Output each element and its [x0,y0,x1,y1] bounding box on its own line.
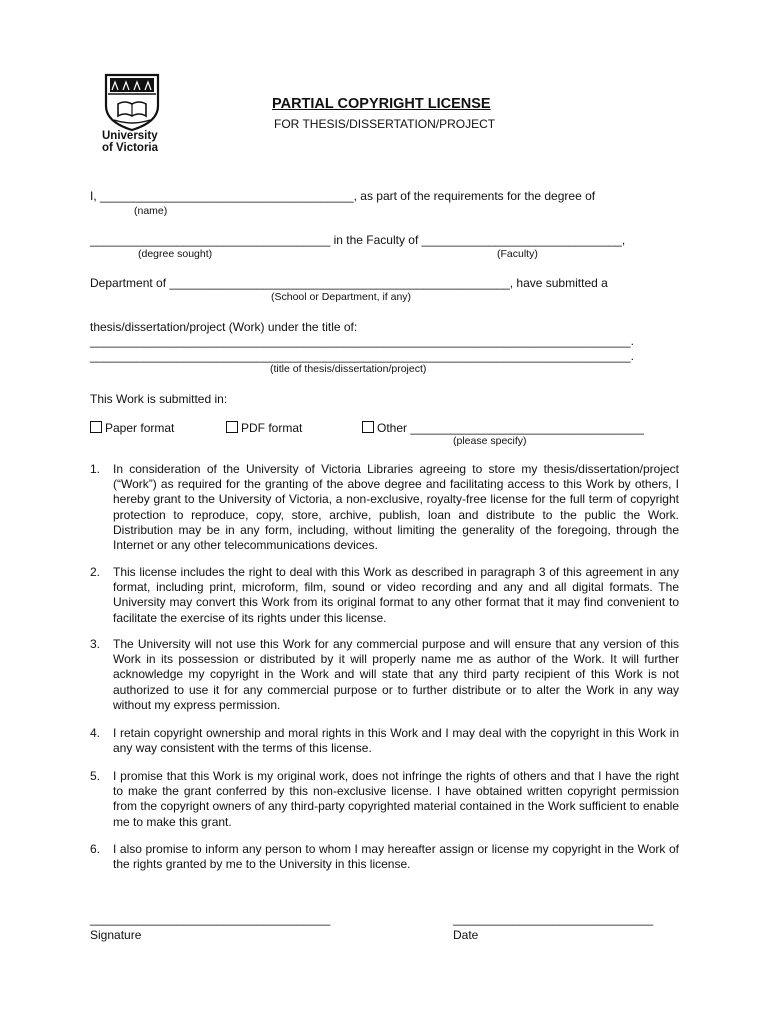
clause-text: I also promise to inform any person to whom I may hereafter assign or license my copyright in the Work of the rights granted by me to the University in this license. [113,842,679,872]
document-subtitle: FOR THESIS/DISSERTATION/PROJECT [274,117,496,131]
clause-text: In consideration of the University of Victoria Libraries agreeing to store my thesis/dissertation/project (“Work”) as required for the granting of the above degree and facilitating access to this Work by others, I hereby grant to the University of Victoria, a non-exclusive, royalty-free license for the full term of copyright protection to reproduce, copy, store, archive, publish, loan and distribute to the public the Work. Distribution may be in any form, including, without limiting the generality of the foregoing, through the Internet or any other telecommunications devices. [113,462,679,553]
date-label: Date [453,928,479,942]
paper-format-checkbox[interactable] [90,421,102,433]
pdf-format-label: PDF format [241,421,303,435]
clause-text: I promise that this Work is my original work, does not infringe the rights of others and that I have the right to make the grant conferred by this non-exclusive license. I have obtained written copyright permission from the copyright owners of any third-party copyrighted material contained in the Work sufficient to enable me to make this grant. [113,769,679,829]
work-title-line-1[interactable]: _________________________________________________________________________________. [90,334,634,348]
clause-number: 2. [90,565,101,579]
document-title: PARTIAL COPYRIGHT LICENSE [272,96,491,112]
degree-faculty-field-line[interactable]: ____________________________________ in the Faculty of ______________________________, [90,233,626,247]
clause-number: 6. [90,842,101,856]
work-title-intro: thesis/dissertation/project (Work) under the title of: [90,320,358,334]
clause-text: The University will not use this Work for any commercial purpose and will ensure that any version of this Work in its possession or distributed by it will properly name me as author of the Work. It will further acknowledge my copyright in the Work and will state that any third party recipient of this Work is not authorized to use it for any commercial purpose or to further distribute or to alter the Work in any way without my express permission. [113,637,679,712]
logo-name-line1: University [102,130,158,142]
name-field-line[interactable]: I, ______________________________________, as part of the requirements for the degree of [90,189,596,203]
clause-number: 5. [90,769,101,783]
clause-number: 1. [90,462,101,476]
logo-name-line2: of Victoria [102,142,159,154]
name-field-label: (name) [134,205,168,217]
signature-line[interactable]: ____________________________________ [90,912,331,926]
clause-number: 3. [90,637,101,651]
clause-text: This license includes the right to deal with this Work as described in paragraph 3 of this agreement in any format, including print, microform, film, sound or video recording and any and all digital formats. The University may convert this Work from its original format to any other format that it may find convenient to facilitate the exercise of its rights under this license. [113,565,679,625]
signature-label: Signature [90,928,142,942]
format-intro: This Work is submitted in: [90,392,228,406]
other-format-checkbox[interactable] [362,421,374,433]
pdf-format-checkbox[interactable] [226,421,238,433]
other-format-specify-label: (please specify) [453,435,527,447]
work-title-line-2[interactable]: _________________________________________________________________________________. [90,349,634,363]
other-format-label: Other ___________________________________ [377,421,644,435]
other-format-option[interactable] [362,421,644,435]
department-field-label: (School or Department, if any) [271,291,412,303]
clause-number: 4. [90,726,101,740]
degree-field-label: (degree sought) [138,248,213,260]
department-field-line[interactable]: Department of ___________________________________________________, have submitted a [90,276,608,290]
pdf-format-option[interactable] [226,421,302,435]
logo-wordmark [102,130,158,154]
work-title-label: (title of thesis/dissertation/project) [270,363,427,375]
faculty-field-label: (Faculty) [497,248,538,260]
clause-text: I retain copyright ownership and moral rights in this Work and I may deal with the copyright in this Work in any way consistent with the terms of this license. [113,726,679,756]
paper-format-label: Paper format [105,421,175,435]
date-line[interactable]: ______________________________ [453,912,654,926]
paper-format-option[interactable] [90,421,174,435]
